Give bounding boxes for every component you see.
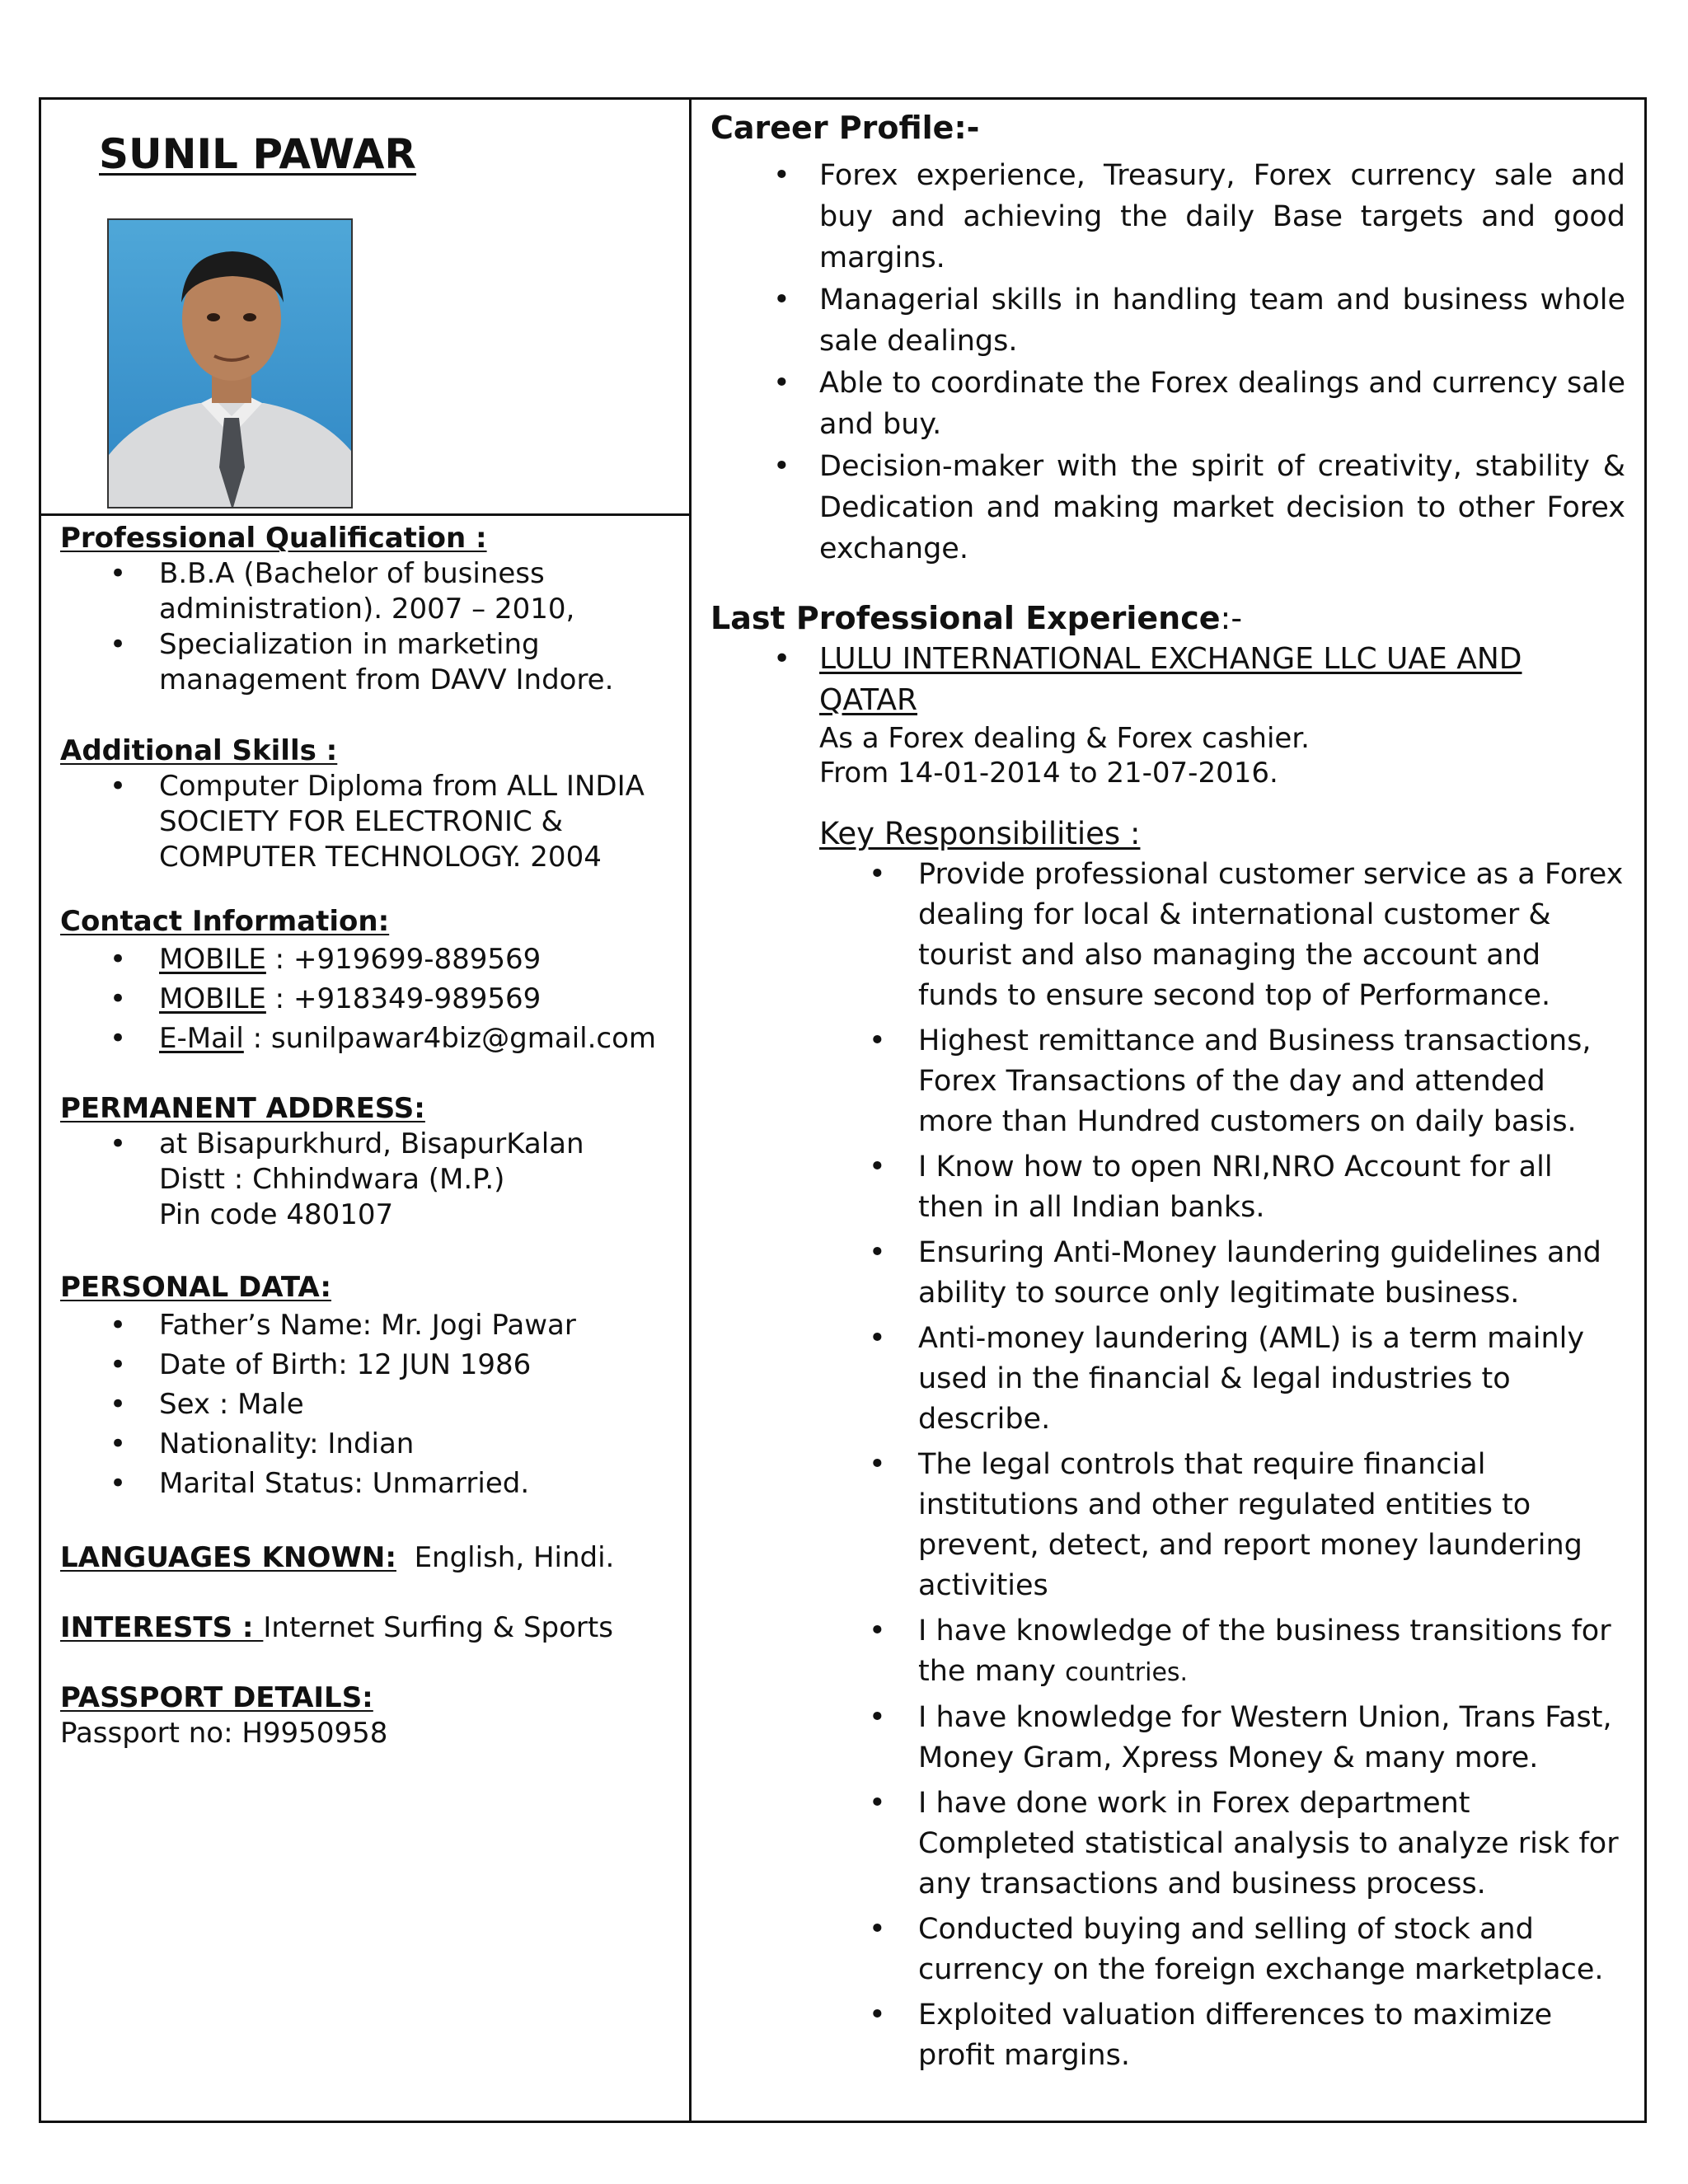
list-item: • Highest remittance and Business transactions, Forex Transactions of the day and attended more than Hundred customers on daily basis. (710, 1021, 1625, 1142)
list-item: • Forex experience, Treasury, Forex currency sale and buy and achieving the daily Base targets and good margins. (710, 155, 1625, 279)
experience-heading: Last Professional Experience:- (710, 600, 1243, 636)
list-item: • Decision-maker with the spirit of creativity, stability & Dedication and making market decision to other Forex exchange. (710, 446, 1625, 569)
list-item: • Provide professional customer service as a Forex dealing for local & international customer & tourist and also managing the account and funds to ensure second top of Performance. (710, 855, 1625, 1016)
list-item: • Able to coordinate the Forex dealings and currency sale and buy. (710, 363, 1625, 445)
mobile-value[interactable]: +919699-889569 (293, 943, 542, 976)
list-item: • The legal controls that require financial institutions and other regulated entities to prevent, detect, and report money laundering activities (710, 1445, 1625, 1606)
passport-heading: PASSPORT DETAILS: (60, 1681, 373, 1714)
languages-value: English, Hindi. (414, 1541, 615, 1574)
mobile-2: • MOBILE : +918349-989569 (60, 979, 674, 1019)
responsibilities-list (710, 855, 1625, 2076)
skills-heading: Additional Skills : (60, 734, 338, 767)
list-item: • Ensuring Anti-Money laundering guidelines and ability to source only legitimate business. (710, 1233, 1625, 1314)
email-label: E-Mail (159, 1022, 244, 1055)
list-item: • Anti-money laundering (AML) is a term mainly used in the financial & legal industries to describe. (710, 1319, 1625, 1440)
list-item: • I Know how to open NRI,NRO Account for all then in all Indian banks. (710, 1147, 1625, 1228)
column-divider (689, 97, 692, 2123)
list-item: • Conducted buying and selling of stock and currency on the foreign exchange marketplace. (710, 1910, 1625, 1990)
skills-list (60, 769, 674, 875)
candidate-name: SUNIL PAWAR (99, 130, 416, 178)
list-item: • Managerial skills in handling team and business whole sale dealings. (710, 279, 1625, 362)
person-portrait-icon (109, 220, 353, 509)
qualification-heading: Professional Qualification : (60, 522, 487, 555)
passport-value: Passport no: H9950958 (60, 1717, 388, 1750)
career-heading: Career Profile:- (710, 110, 980, 146)
mobile-1: • MOBILE : +919699-889569 (60, 940, 674, 979)
personal-list (60, 1305, 674, 1503)
email: • E-Mail : sunilpawar4biz@gmail.com (60, 1019, 674, 1058)
job-role: As a Forex dealing & Forex cashier. (819, 722, 1310, 755)
email-link[interactable]: sunilpawar4biz@gmail.com (270, 1022, 657, 1055)
responsibilities-heading: Key Responsibilities : (819, 816, 1141, 851)
mobile-value[interactable]: +918349-989569 (293, 982, 542, 1015)
address-list (60, 1127, 674, 1233)
interests-row (60, 1610, 674, 1646)
list-item: • I have knowledge of the business transitions for the many countries. (710, 1611, 1625, 1693)
mobile-label: MOBILE (159, 943, 266, 976)
list-item: • Father’s Name: Mr. Jogi Pawar (60, 1305, 674, 1345)
mobile-label: MOBILE (159, 982, 266, 1015)
list-item: • Date of Birth: 12 JUN 1986 (60, 1345, 674, 1385)
interests-value: Internet Surfing & Sports (263, 1611, 613, 1644)
address-heading: PERMANENT ADDRESS: (60, 1092, 425, 1125)
header-divider (39, 513, 692, 516)
career-list (710, 155, 1625, 569)
list-item: • Marital Status: Unmarried. (60, 1464, 674, 1503)
profile-photo (107, 218, 353, 509)
personal-heading: PERSONAL DATA: (60, 1271, 331, 1304)
job-period: From 14-01-2014 to 21-07-2016. (819, 757, 1278, 790)
list-item: • Specialization in marketing management from DAVV Indore. (60, 627, 674, 698)
list-item: • B.B.A (Bachelor of business administration). 2007 – 2010, (60, 556, 674, 627)
list-item: • Computer Diploma from ALL INDIA SOCIETY FOR ELECTRONIC & COMPUTER TECHNOLOGY. 2004 (60, 769, 674, 875)
qualification-list (60, 556, 674, 698)
right-column (710, 107, 1625, 2081)
company-name: • LULU INTERNATIONAL EXCHANGE LLC UAE AND QATAR (710, 639, 1625, 721)
languages-label: LANGUAGES KNOWN: (60, 1541, 396, 1574)
list-item: • Nationality: Indian (60, 1424, 674, 1464)
languages-row (60, 1540, 674, 1576)
list-item: • I have knowledge for Western Union, Trans Fast, Money Gram, Xpress Money & many more. (710, 1698, 1625, 1779)
left-column (60, 521, 674, 1751)
interests-label: INTERESTS : (60, 1611, 264, 1644)
contact-heading: Contact Information: (60, 905, 390, 938)
list-item: • I have done work in Forex department Completed statistical analysis to analyze risk for any transactions and business process. (710, 1783, 1625, 1905)
list-item: • Sex : Male (60, 1385, 674, 1424)
list-item: • Exploited valuation differences to maximize profit margins. (710, 1995, 1625, 2076)
contact-list (60, 940, 674, 1058)
address-item: • at Bisapurkhurd, BisapurKalan Distt : Chhindwara (M.P.) Pin code 480107 (60, 1127, 674, 1233)
